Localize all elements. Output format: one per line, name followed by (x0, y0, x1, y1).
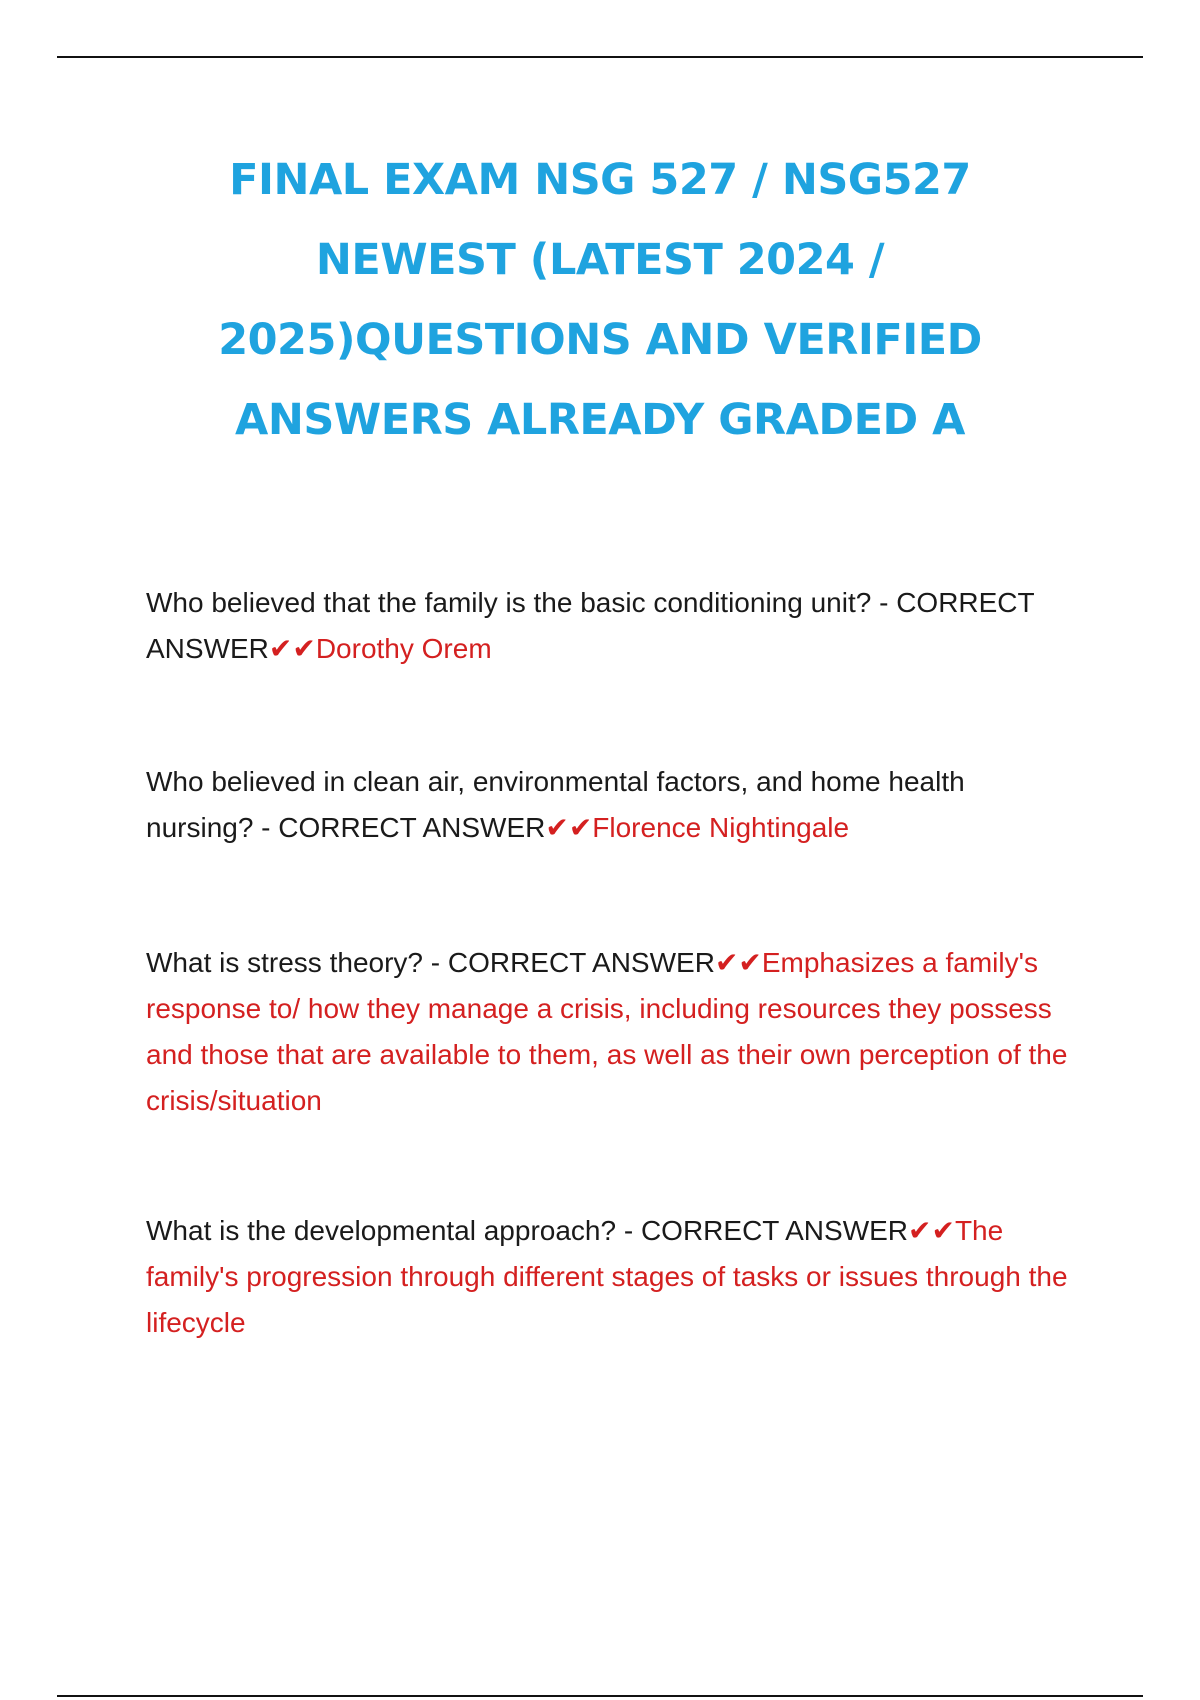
question-text: What is stress theory? - CORRECT ANSWER (146, 947, 715, 978)
check-marks: ✔✔ (714, 947, 762, 978)
question-text: Who believed that the family is the basic conditioning unit? - CORRECT ANSWER (146, 587, 1035, 664)
check-marks: ✔✔ (908, 1215, 955, 1246)
answer-text: Dorothy Orem (315, 633, 492, 664)
qa-item (146, 940, 1076, 1124)
title-line: ANSWERS ALREADY GRADED A (235, 395, 965, 445)
qa-item (146, 759, 1076, 851)
answer-text: Emphasizes a family's response to/ how they manage a crisis, including resources they possess and those that are available to them, as well as their own perception of the crisis/situation (146, 947, 1068, 1116)
footer-rule (57, 1695, 1143, 1697)
question-text: Who believed in clean air, environmental factors, and home health nursing? - CORRECT ANSWER (146, 766, 965, 843)
question-text: What is the developmental approach? - CORRECT ANSWER (146, 1215, 909, 1246)
qa-item (146, 1208, 1076, 1346)
qa-item (146, 580, 1076, 672)
title-line: FINAL EXAM NSG 527 / NSG527 (229, 155, 971, 205)
header-rule (57, 56, 1143, 58)
document-title (150, 140, 1050, 460)
answer-text: Florence Nightingale (592, 812, 850, 843)
title-line: NEWEST (LATEST 2024 / (315, 235, 885, 285)
answer-text: The family's progression through different stages of tasks or issues through the lifecycle (146, 1215, 1068, 1338)
check-marks: ✔✔ (268, 633, 316, 664)
check-marks: ✔✔ (545, 812, 593, 843)
title-line: 2025)QUESTIONS AND VERIFIED (218, 315, 982, 365)
